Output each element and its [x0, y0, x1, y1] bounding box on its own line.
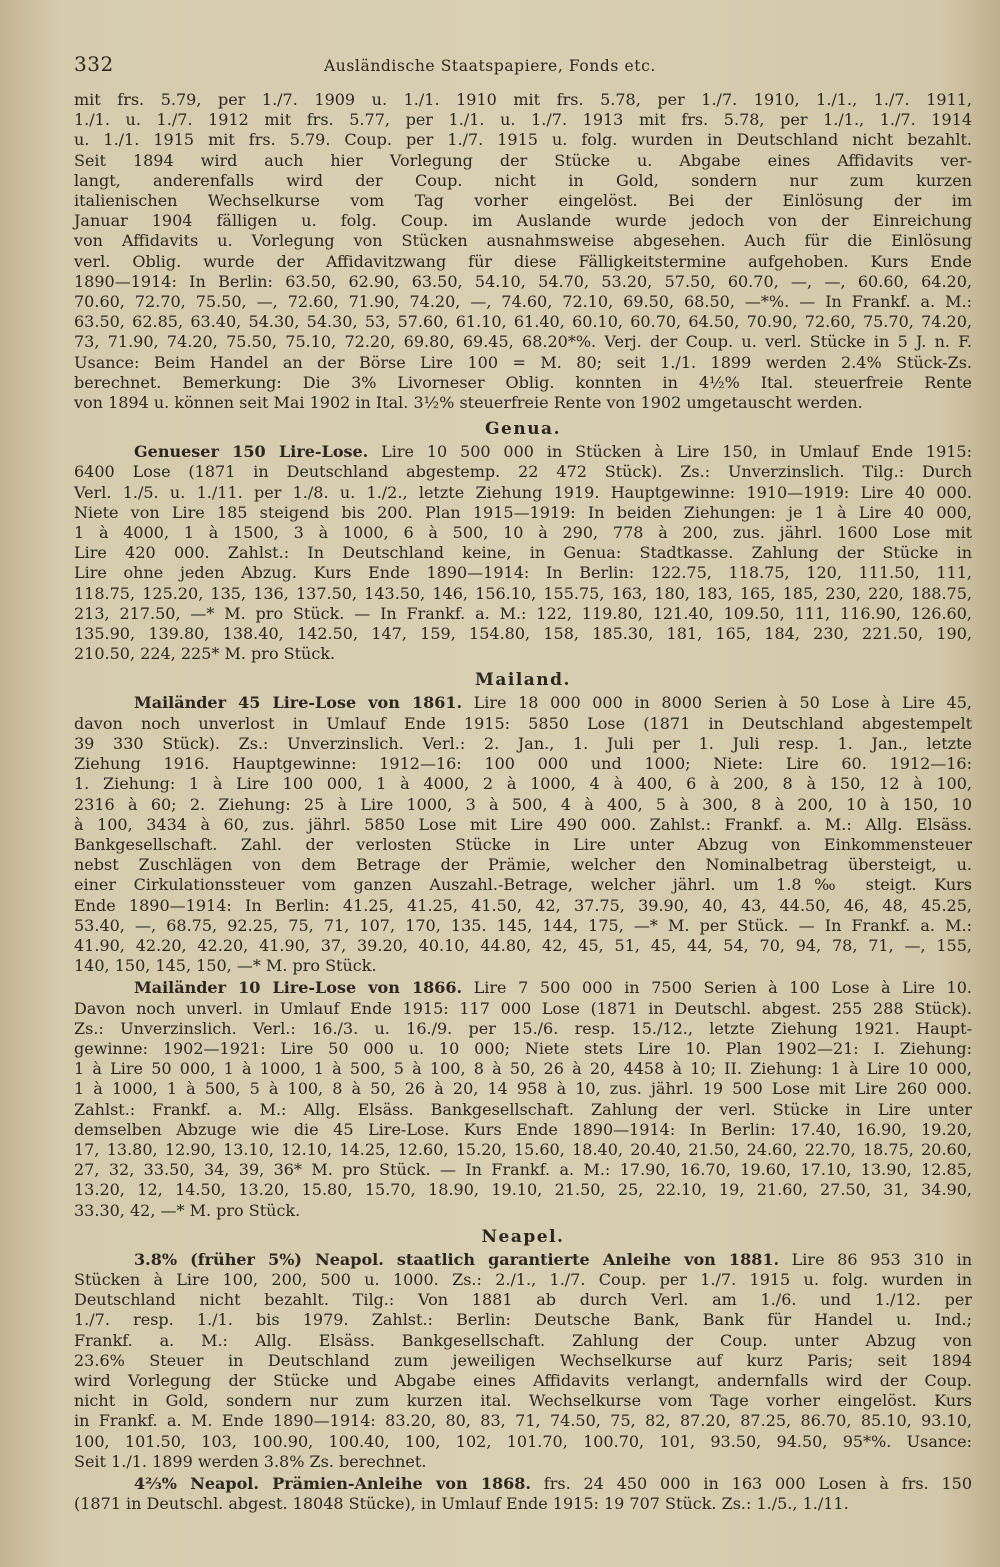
- line-text: verl. Oblig. wurde der Affidavitzwang für diese Fälligkeitstermine aufgehoben. Kurs Ende: [74, 251, 972, 271]
- line-text: 135.90, 139.80, 138.40, 142.50, 147, 159, 154.80, 158, 185.30, 181, 165, 184, 230, 221.50, 190,: [74, 624, 972, 644]
- text-line: [74, 896, 972, 916]
- text-line: [74, 191, 972, 211]
- text-line: [74, 1019, 972, 1039]
- line-text: 210.50, 224, 225* M. pro Stück.: [74, 644, 336, 664]
- text-line: [74, 604, 972, 624]
- line-text: (1871 in Deutschl. abgest. 18048 Stücke), in Umlauf Ende 1915: 19 707 Stück. Zs.: 1./5., 1./11.: [74, 1494, 849, 1514]
- line-text: 213, 217.50, —* M. pro Stück. — In Frankf. a. M.: 122, 119.80, 121.40, 109.50, 111, 116.90, 126.60,: [74, 603, 972, 623]
- line-text: u. 1./1. 1915 mit frs. 5.79. Coup. per 1./7. 1915 u. folg. wurden in Deutschland nicht bezahlt.: [74, 130, 972, 150]
- text-line: [74, 774, 972, 794]
- entry-title: 3.8% (früher 5%) Neapol. staatlich garantierte Anleihe von 1881.: [134, 1249, 780, 1269]
- text-line: [74, 1474, 972, 1494]
- line-text: 23.6% Steuer in Deutschland zum jeweiligen Wechselkurse auf kurz Paris; seit 1894: [74, 1350, 972, 1370]
- text-line: [74, 1452, 972, 1472]
- section-heading: Genua.: [485, 419, 561, 440]
- line-text: von Affidavits u. Vorlegung von Stücken ausnahmsweise abgesehen. Auch für die Einlösung: [74, 231, 972, 251]
- line-text: frs. 24 450 000 in 163 000 Losen à frs. 150: [530, 1474, 972, 1493]
- line-text: gewinne: 1902—1921: Lire 50 000 u. 10 000; Niete stets Lire 10. Plan 1902—21: I. Ziehung:: [74, 1038, 972, 1058]
- line-text: 27, 32, 33.50, 34, 39, 36* M. pro Stück. — In Frankf. a. M.: 17.90, 16.70, 19.60, 17.10, 13.90, 12.85,: [74, 1160, 972, 1180]
- intro-paragraph: [74, 90, 972, 413]
- text-line: [74, 916, 972, 936]
- text-line: [74, 1180, 972, 1200]
- line-text: Frankf. a. M.: Allg. Elsäss. Bankgesellschaft. Zahlung der Coup. unter Abzug von: [74, 1330, 972, 1350]
- text-line: [74, 1331, 972, 1351]
- line-text: demselben Abzuge wie die 45 Lire-Lose. Kurs Ende 1890—1914: In Berlin: 17.40, 16.90, 19.20,: [74, 1119, 972, 1139]
- security-entry: [74, 1250, 972, 1472]
- running-title: Ausländische Staatspapiere, Fonds etc.: [324, 57, 656, 75]
- text-line: [74, 734, 972, 754]
- entry-title: Genueser 150 Lire-Lose.: [134, 442, 369, 462]
- text-line: [74, 644, 972, 664]
- text-line: [74, 483, 972, 503]
- line-text: 1890—1914: In Berlin: 63.50, 62.90, 63.50, 54.10, 54.70, 53.20, 57.50, 60.70, —, —, 60.60, 64.20,: [74, 271, 972, 291]
- security-entry: [74, 978, 972, 1220]
- page-header: [74, 52, 972, 82]
- text-line: [74, 353, 972, 373]
- line-text: 63.50, 62.85, 63.40, 54.30, 54.30, 53, 57.60, 61.10, 61.40, 60.10, 60.70, 64.50, 70.90, 72.60, 75.70, 74.20,: [74, 312, 972, 332]
- text-line: [74, 1201, 972, 1221]
- line-text: Seit 1./1. 1899 werden 3.8% Zs. berechnet.: [74, 1451, 427, 1471]
- line-text: Zs.: Unverzinslich. Verl.: 16./3. u. 16./9. per 15./6. resp. 15./12., letzte Ziehung 1921. Haupt-: [74, 1018, 972, 1038]
- text-line: [74, 999, 972, 1019]
- text-line: [74, 110, 972, 130]
- text-line: [74, 795, 972, 815]
- text-line: [74, 1494, 972, 1514]
- text-line: [74, 462, 972, 482]
- text-line: [74, 503, 972, 523]
- page-content: [74, 90, 972, 1514]
- text-line: [74, 855, 972, 875]
- text-line: [74, 584, 972, 604]
- text-line: [74, 312, 972, 332]
- text-line: [74, 714, 972, 734]
- text-line: [74, 211, 972, 231]
- line-text: 118.75, 125.20, 135, 136, 137.50, 143.50, 146, 156.10, 155.75, 163, 180, 183, 165, 185, 230, 220, 188.75,: [74, 583, 972, 603]
- text-line: [74, 754, 972, 774]
- text-line: [74, 1310, 972, 1330]
- security-entry: [74, 693, 972, 976]
- entry-title: Mailänder 10 Lire-Lose von 1866.: [134, 978, 463, 998]
- text-line: [74, 1371, 972, 1391]
- line-text: italienischen Wechselkurse vom Tag vorher eingelöst. Bei der Einlösung der im: [74, 191, 972, 211]
- text-line: [74, 1432, 972, 1452]
- entry-title: 4⅔% Neapol. Prämien-Anleihe von 1868.: [134, 1474, 531, 1493]
- line-text: 13.20, 12, 14.50, 13.20, 15.80, 15.70, 18.90, 19.10, 21.50, 25, 22.10, 19, 21.60, 27.50, 31, 34.90,: [74, 1180, 972, 1200]
- line-text: 1. Ziehung: 1 à Lire 100 000, 1 à 4000, 2 à 1000, 4 à 400, 6 à 200, 8 à 150, 12 à 100,: [74, 774, 972, 794]
- line-text: Usance: Beim Handel an der Börse Lire 100 = M. 80; seit 1./1. 1899 werden 2.4% Stück-Zs.: [74, 352, 972, 372]
- text-line: [74, 1270, 972, 1290]
- line-text: Deutschland nicht bezahlt. Tilg.: Von 1881 ab durch Verl. am 1./6. und 1./12. per: [74, 1290, 972, 1310]
- line-text: 1 à 1000, 1 à 500, 5 à 100, 8 à 50, 26 à 20, 14 958 à 10, zus. jährl. 19 500 Lose mit Lire 260 000.: [74, 1079, 972, 1099]
- text-line: [74, 130, 972, 150]
- line-text: langt, anderenfalls wird der Coup. nicht in Gold, sondern nur zum kurzen: [74, 170, 972, 190]
- line-text: wird Vorlegung der Stücke und Abgabe eines Affidavits verlangt, andernfalls wird der Coup.: [74, 1370, 972, 1390]
- line-text: 6400 Lose (1871 in Deutschland abgestemp. 22 472 Stück). Zs.: Unverzinslich. Tilg.: Durch: [74, 462, 972, 482]
- line-text: Seit 1894 wird auch hier Vorlegung der Stücke u. Abgabe eines Affidavits ver-: [74, 150, 972, 170]
- line-text: Ziehung 1916. Hauptgewinne: 1912—16: 100 000 und 1000; Niete: Lire 60. 1912—16:: [74, 754, 972, 774]
- line-text: Januar 1904 fälligen u. folg. Coup. im Auslande wurde jedoch von der Einreichung: [74, 211, 972, 231]
- text-line: [74, 1140, 972, 1160]
- text-line: [74, 978, 972, 998]
- line-text: 33.30, 42, —* M. pro Stück.: [74, 1200, 301, 1220]
- text-line: [74, 693, 972, 713]
- line-text: 1./7. resp. 1./1. bis 1979. Zahlst.: Berlin: Deutsche Bank, Bank für Handel u. Ind.;: [74, 1310, 972, 1330]
- line-text: 53.40, —, 68.75, 92.25, 75, 71, 107, 170, 135. 145, 144, 175, —* M. per Stück. — In Frankf. a. M.:: [74, 915, 972, 935]
- text-line: [74, 332, 972, 352]
- line-text: berechnet. Bemerkung: Die 3% Livorneser Oblig. konnten in 4½% Ital. steuerfreie Rente: [74, 372, 972, 392]
- text-line: [74, 936, 972, 956]
- text-line: [74, 292, 972, 312]
- text-line: [74, 815, 972, 835]
- line-text: 2316 à 60; 2. Ziehung: 25 à Lire 1000, 3 à 500, 4 à 400, 5 à 300, 8 à 200, 10 à 150, 10: [74, 794, 972, 814]
- text-line: [74, 171, 972, 191]
- text-line: [74, 151, 972, 171]
- section-heading: Neapel.: [481, 1226, 565, 1247]
- line-text: Zahlst.: Frankf. a. M.: Allg. Elsäss. Bankgesellschaft. Zahlung der verl. Stücke in Lire unter: [74, 1099, 972, 1119]
- text-line: [74, 1100, 972, 1120]
- text-line: [74, 835, 972, 855]
- line-text: Bankgesellschaft. Zahl. der verlosten Stücke in Lire unter Abzug von Einkommensteuer: [74, 834, 972, 854]
- text-line: [74, 1059, 972, 1079]
- line-text: 1 à Lire 50 000, 1 à 1000, 1 à 500, 5 à 100, 8 à 50, 26 à 20, 4458 à 10; II. Ziehung: 1 à Lire 10 000,: [74, 1059, 972, 1079]
- text-line: [74, 1079, 972, 1099]
- line-text: Lire ohne jeden Abzug. Kurs Ende 1890—1914: In Berlin: 122.75, 118.75, 120, 111.50, 111,: [74, 563, 972, 583]
- line-text: Lire 10 500 000 in Stücken à Lire 150, in Umlauf Ende 1915:: [368, 442, 973, 462]
- text-line: [74, 543, 972, 563]
- line-text: mit frs. 5.79, per 1./7. 1909 u. 1./1. 1910 mit frs. 5.78, per 1./7. 1910, 1./1., 1./7. 1911,: [74, 90, 972, 109]
- line-text: Ende 1890—1914: In Berlin: 41.25, 41.25, 41.50, 42, 37.75, 39.90, 40, 43, 44.50, 46, 48, 45.25,: [74, 895, 972, 915]
- line-text: einer Cirkulationssteuer vom ganzen Auszahl.-Betrage, welcher jährl. um 1.8‰ steigt. Kurs: [74, 875, 972, 895]
- text-line: [74, 442, 972, 462]
- line-text: 1./1. u. 1./7. 1912 mit frs. 5.77, per 1./1. u. 1./7. 1913 mit frs. 5.78, per 1./1., 1./7. 1914: [74, 110, 972, 130]
- text-line: [74, 563, 972, 583]
- line-text: 100, 101.50, 103, 100.90, 100.40, 100, 102, 101.70, 100.70, 101, 93.50, 94.50, 95*%. Usance:: [74, 1431, 972, 1451]
- line-text: 39 330 Stück). Zs.: Unverzinslich. Verl.: 2. Jan., 1. Juli per 1. Juli resp. 1. Jan., letzte: [74, 733, 972, 753]
- text-line: [74, 875, 972, 895]
- line-text: à 100, 3434 à 60, zus. jährl. 5850 Lose mit Lire 490 000. Zahlst.: Frankf. a. M.: Allg. Elsäss.: [74, 814, 972, 834]
- line-text: Lire 7 500 000 in 7500 Serien à 100 Lose à Lire 10.: [462, 978, 973, 998]
- text-line: [74, 1039, 972, 1059]
- security-entry: [74, 1474, 972, 1514]
- text-line: [74, 90, 972, 110]
- line-text: Davon noch unverl. in Umlauf Ende 1915: 117 000 Lose (1871 in Deutschl. abgest. 255 288 Stück).: [74, 998, 972, 1018]
- text-line: [74, 956, 972, 976]
- text-line: [74, 1351, 972, 1371]
- text-line: [74, 1160, 972, 1180]
- line-text: nebst Zuschlägen von dem Betrage der Prämie, welcher den Nominalbetrag übersteigt, u.: [74, 855, 972, 875]
- text-line: [74, 393, 972, 413]
- line-text: 41.90, 42.20, 42.20, 41.90, 37, 39.20, 40.10, 44.80, 42, 45, 51, 45, 44, 54, 70, 94, 78, 71, —, 155,: [74, 935, 972, 955]
- text-line: [74, 231, 972, 251]
- text-line: [74, 1120, 972, 1140]
- text-line: [74, 1391, 972, 1411]
- line-text: Lire 420 000. Zahlst.: In Deutschland keine, in Genua: Stadtkasse. Zahlung der Stücke in: [74, 543, 972, 563]
- line-text: Lire 18 000 000 in 8000 Serien à 50 Lose à Lire 45,: [462, 693, 973, 713]
- line-text: von 1894 u. können seit Mai 1902 in Ital. 3½% steuerfreie Rente von 1902 umgetauscht werden.: [74, 393, 863, 413]
- text-line: [74, 373, 972, 393]
- text-line: [74, 252, 972, 272]
- text-line: [74, 1250, 972, 1270]
- line-text: Lire 86 953 310 in: [779, 1249, 972, 1269]
- text-line: [74, 523, 972, 543]
- section-heading: Mailand.: [475, 670, 571, 691]
- line-text: 1 à 4000, 1 à 1500, 3 à 1000, 6 à 500, 10 à 290, 778 à 200, zus. jährl. 1600 Lose mit: [74, 523, 972, 543]
- line-text: 17, 13.80, 12.90, 13.10, 12.10, 14.25, 12.60, 15.20, 15.60, 18.40, 20.40, 21.50, 24.60, 22.70, 18.75, 20.60,: [74, 1139, 972, 1159]
- page-number: 332: [74, 52, 114, 76]
- line-text: 73, 71.90, 74.20, 75.50, 75.10, 72.20, 69.80, 69.45, 68.20*%. Verj. der Coup. u. verl. Stücke in 5 J. n. F.: [74, 332, 972, 352]
- text-line: [74, 1411, 972, 1431]
- line-text: 70.60, 72.70, 75.50, —, 72.60, 71.90, 74.20, —, 74.60, 72.10, 69.50, 68.50, —*%. — In Frankf. a. M.:: [74, 292, 972, 312]
- line-text: Niete von Lire 185 steigend bis 200. Plan 1915—1919: In beiden Ziehungen: je 1 à Lire 40 000,: [74, 502, 972, 522]
- text-line: [74, 1290, 972, 1310]
- text-line: [74, 272, 972, 292]
- text-line: [74, 624, 972, 644]
- line-text: davon noch unverlost in Umlauf Ende 1915: 5850 Lose (1871 in Deutschland abgestempelt: [74, 713, 972, 733]
- line-text: in Frankf. a. M. Ende 1890—1914: 83.20, 80, 83, 71, 74.50, 75, 82, 87.20, 87.25, 86.70, 85.10, 93.10,: [74, 1411, 972, 1431]
- line-text: Stücken à Lire 100, 200, 500 u. 1000. Zs.: 2./1., 1./7. Coup. per 1./7. 1915 u. folg. wurden in: [74, 1269, 972, 1289]
- line-text: 140, 150, 145, 150, —* M. pro Stück.: [74, 956, 377, 976]
- entry-title: Mailänder 45 Lire-Lose von 1861.: [134, 693, 463, 713]
- security-entry: [74, 442, 972, 664]
- line-text: nicht in Gold, sondern nur zum kurzen ital. Wechselkurse vom Tage vorher eingelöst. Kurs: [74, 1391, 972, 1411]
- line-text: Verl. 1./5. u. 1./11. per 1./8. u. 1./2., letzte Ziehung 1919. Hauptgewinne: 1910—1919: Lire 40 000.: [74, 482, 972, 502]
